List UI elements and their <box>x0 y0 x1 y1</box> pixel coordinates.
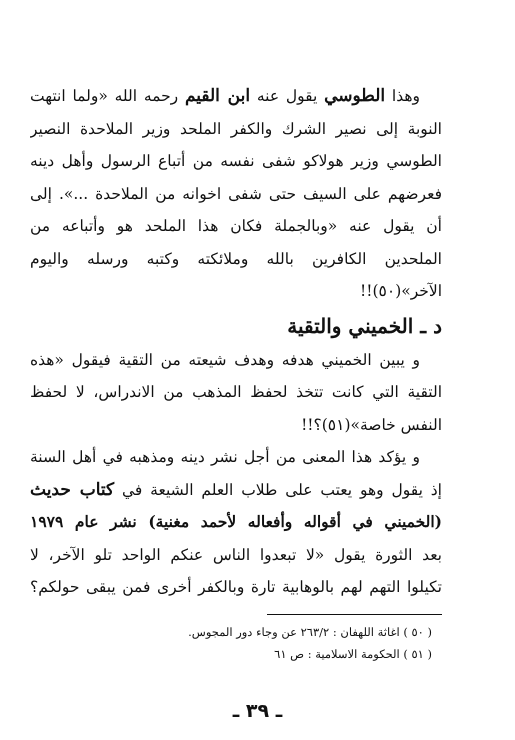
para1-line-2: النوبة إلى نصير الشرك والكفر الملحد وزير الملاحدة النصير <box>30 119 442 138</box>
section-heading: د ـ الخميني والتقية <box>287 313 442 338</box>
para2-line-2: التقية التي كانت تتخذ لحفظ المذهب من الاندراس، لا لحفظ <box>30 383 442 401</box>
text-run: وهذا <box>385 87 420 105</box>
text-run: يقول عنه <box>250 87 325 105</box>
para1-line-5: أن يقول عنه «وبالجملة فكان هذا الملحد هو وأتباعه من <box>30 217 442 235</box>
page-body <box>30 80 442 665</box>
name-ibn-qayyim: ابن القيم <box>184 86 251 106</box>
text-run: إذ يقول وهو يعتب على طلاب العلم الشيعة في <box>114 480 442 499</box>
para3-line-1: و يؤكد هذا المعنى من أجل نشر دينه ومذهبه في أهل السنة <box>30 448 420 466</box>
para3-line-2 <box>30 474 442 507</box>
footnote-51: ( ٥١ ) الحكومة الاسلامية : ص ٦١ <box>274 646 432 661</box>
para2-line-3: النفس خاصة»(٥١)؟!! <box>301 415 442 434</box>
page-number: ـ ٣٩ ـ <box>232 700 283 722</box>
text-run: رحمه الله «ولما انتهت <box>30 87 185 105</box>
para3-line-3: (الخميني في أقواله وأفعاله لأحمد مغنية) نشر عام ١٩٧٩ <box>30 512 442 531</box>
para1-line-3: الطوسي وزير هولاكو شفى نفسه من أتباع الرسول وأهل دينه <box>30 152 442 170</box>
para2-line-1: و يبين الخميني هدفه وهدف شيعته من التقية فيقول «هذه <box>30 350 420 369</box>
para1-line-7: الآخر»(٥٠)!! <box>360 282 442 300</box>
para1-line-4: فعرضهم على السيف حتى شفى اخوانه من الملاحدة ...». إلى <box>30 184 442 203</box>
para1-line-1 <box>30 80 442 113</box>
book-title-start: كتاب حديث <box>30 479 115 500</box>
footnote-50: ( ٥٠ ) اغاثة اللهفان : ٢٦٣/٢ عن وجاء دور المجوس. <box>188 624 432 639</box>
para3-line-5: تكيلوا التهم لهم بالوهابية تارة وبالكفر أخرى فمن يبقى حولكم؟ <box>30 578 442 596</box>
footnote-divider <box>267 614 442 615</box>
name-tusi: الطوسي <box>324 86 386 106</box>
para3-line-4: بعد الثورة يقول «لا تبعدوا الناس عنكم الواحد تلو الآخر، لا <box>30 545 442 564</box>
para1-line-6: الملحدين الكافرين بالله وملائكته وكتبه ورسله واليوم <box>30 249 442 268</box>
